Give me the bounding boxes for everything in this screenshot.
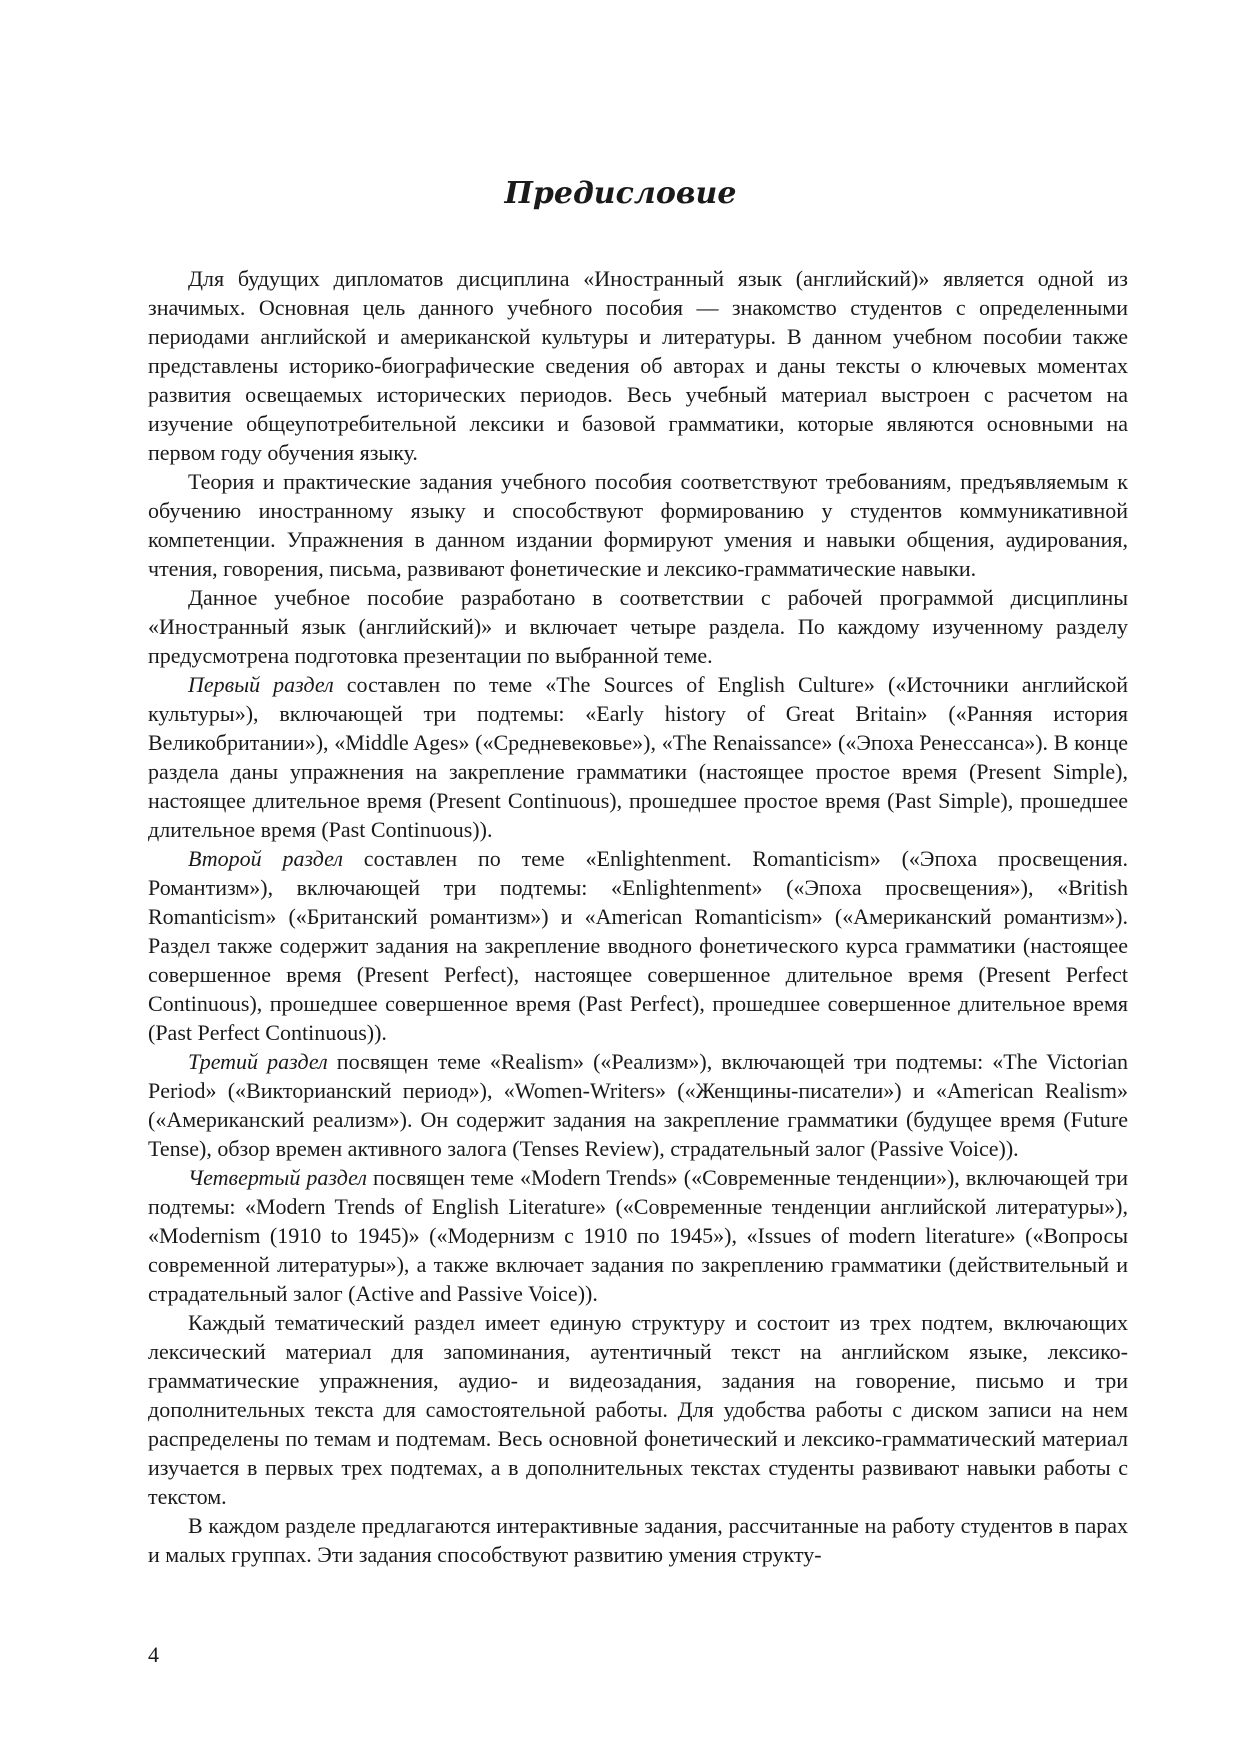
paragraph-text: Теория и практические задания учебного пособия соответствуют требованиям, предъявляемым к обучению иностранному языку и способствуют формированию у студентов коммуникативной компетенции. Упражнения в данном издании формируют умения и навыки общения, аудирования, чтения, говорения, письма, развивают фонетические и лексико-грамматические навыки. [148,469,1128,581]
section-lead: Первый раздел [188,672,334,697]
paragraph-9 [148,1511,1128,1569]
body-text [148,264,1128,1569]
section-lead: Второй раздел [188,846,343,871]
paragraph-text: Для будущих дипломатов дисциплина «Иностранный язык (английский)» является одной из значимых. Основная цель данного учебного пособия — знакомство студентов с определенными периодами английской и американской культуры и литературы. В данном учебном пособии также представлены историко-биографические сведения об авторах и даны тексты о ключевых моментах развития освещаемых исторических периодов. Весь учебный материал выстроен с расчетом на изучение общеупотребительной лексики и базовой грамматики, которые являются основными на первом году обучения языку. [148,266,1128,465]
paragraph-text: Каждый тематический раздел имеет единую структуру и состоит из трех подтем, включающих лексический материал для запоминания, аутентичный текст на английском языке, лексико-грамматические упражнения, аудио- и видеозадания, задания на говорение, письмо и три дополнительных текста для самостоятельной работы. Для удобства работы с диском записи на нем распределены по темам и подтемам. Весь основной фонетический и лексико-грамматический материал изучается в первых трех подтемах, а в дополнительных текстах студенты развивают навыки работы с текстом. [148,1310,1128,1509]
paragraph-text: Данное учебное пособие разработано в соответствии с рабочей программой дисциплины «Иностранный язык (английский)» и включает четыре раздела. По каждому изученному разделу предусмотрена подготовка презентации по выбранной теме. [148,585,1128,668]
paragraph-3 [148,583,1128,670]
paragraph-text: посвящен теме «Realism» («Реализм»), включающей три подтемы: «The Victorian Period» («Викторианский период»), «Women-Writers» («Женщины-писатели») и «American Realism» («Американский реализм»). Он содержит задания на закрепление грамматики (будущее время (Future Tense), обзор времен активного залога (Tenses Review), страдательный залог (Passive Voice)). [148,1049,1128,1161]
paragraph-8 [148,1308,1128,1511]
section-lead: Четвертый раздел [188,1165,367,1190]
paragraph-2 [148,467,1128,583]
paragraph-section-4 [148,1163,1128,1308]
paragraph-section-2 [148,844,1128,1047]
paragraph-text: В каждом разделе предлагаются интерактивные задания, рассчитанные на работу студентов в парах и малых группах. Эти задания способствуют развитию умения структу- [148,1513,1128,1567]
paragraph-text: составлен по теме «The Sources of English Culture» («Источники английской культуры»), включающей три подтемы: «Early history of Great Britain» («Ранняя история Великобритании»), «Middle Ages» («Средневековье»), «The Renaissance» («Эпоха Ренессанса»). В конце раздела даны упражнения на закрепление грамматики (настоящее простое время (Present Simple), настоящее длительное время (Present Continuous), прошедшее простое время (Past Simple), прошедшее длительное время (Past Continuous)). [148,672,1128,842]
paragraph-section-1 [148,670,1128,844]
paragraph-1 [148,264,1128,467]
paragraph-text: посвящен теме «Modern Trends» («Современные тенденции»), включающей три подтемы: «Modern Trends of English Literature» («Современные тенденции английской литературы»), «Modernism (1910 to 1945)» («Модернизм с 1910 по 1945»), «Issues of modern literature» («Вопросы современной литературы»), а также включает задания по закреплению грамматики (действительный и страдательный залог (Active and Passive Voice)). [148,1165,1128,1306]
page-number: 4 [148,1642,159,1667]
paragraph-text: составлен по теме «Enlightenment. Romanticism» («Эпоха просвещения. Романтизм»), включающей три подтемы: «Enlightenment» («Эпоха просвещения»), «British Romanticism» («Британский романтизм») и «American Romanticism» («Американский романтизм»). Раздел также содержит задания на закрепление вводного фонетического курса грамматики (настоящее совершенное время (Present Perfect), настоящее совершенное длительное время (Present Perfect Continuous), прошедшее совершенное время (Past Perfect), прошедшее совершенное длительное время (Past Perfect Continuous)). [148,846,1128,1045]
section-lead: Третий раздел [188,1049,328,1074]
page-title: Предисловие [504,176,737,211]
paragraph-section-3 [148,1047,1128,1163]
